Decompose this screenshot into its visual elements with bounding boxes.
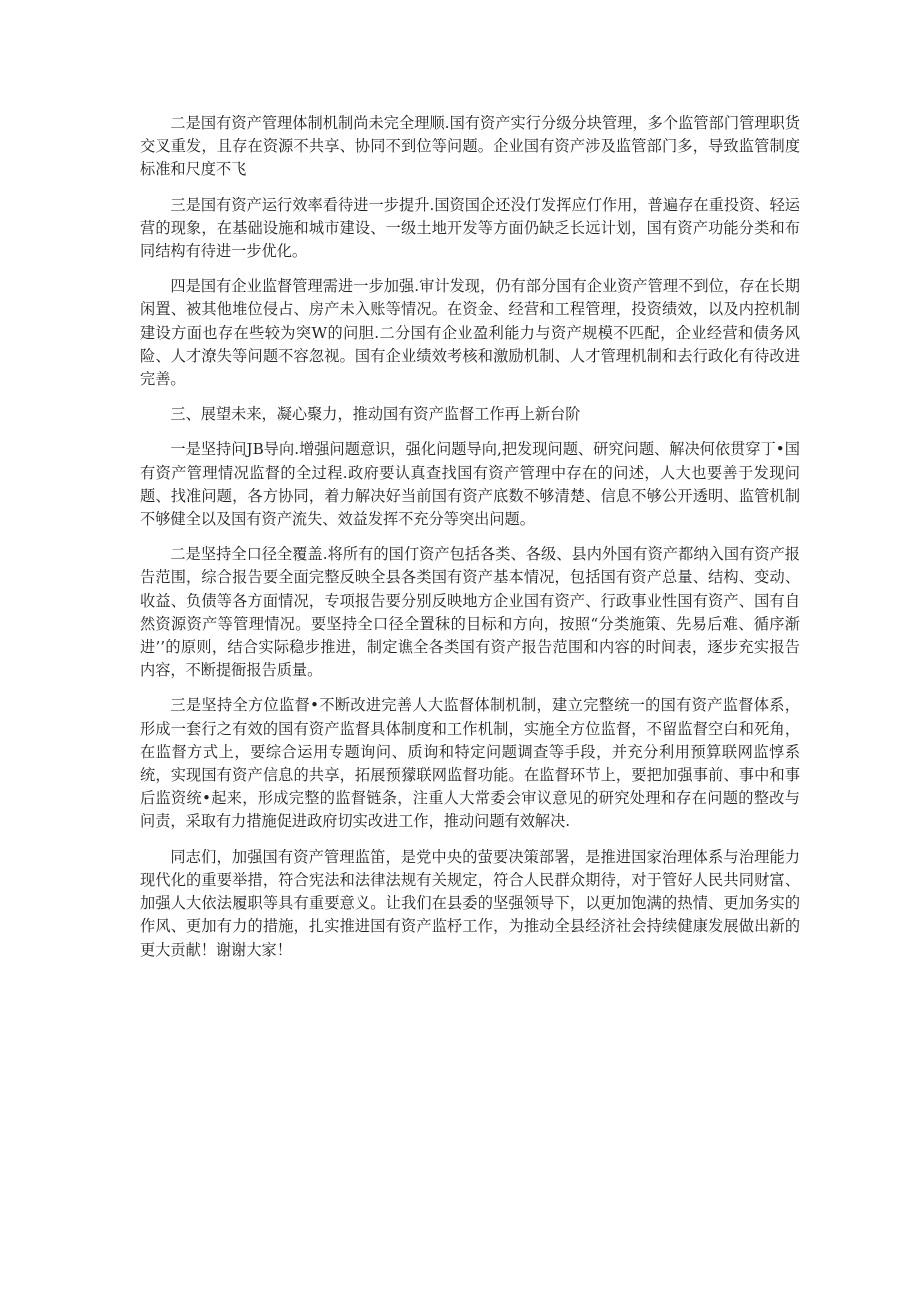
paragraph-problem-oriented: 一是坚持问JB导向.增强问题意识，强化问题导向,把发现问题、研究问题、解决何依贯穿丁•国有资产管理情况监督的全过程.政府要认真查找国有资产管理中存在的问述，人大也要善于发现问题、找准问题，各方协同，着力解决好当前国有资产底数不够清楚、信息不够公开透明、监管机制不够健全以及国有资产流失、效益发挥不充分等突出问题。 (140, 440, 800, 529)
paragraph-enterprise-supervision: 四是国有企业监督管理需进一步加强.审计发现，仍有部分国有企业资产管理不到位，存在长期闲置、被其他堆位侵占、房产未入账等情况。在资金、经营和工程管理，投资绩效，以及内控机制建设方面也存在些较为突W的问胆.二分国有企业盈利能力与资产规模不匹配，企业经营和债务风险、人才潦失等问题不容忽视。国有企业绩效考核和激励机制、人才管理机制和去行政化有待改进完善。 (140, 277, 800, 389)
paragraph-management-system: 二是国有资产管理体制机制尚未完全理顺.国有资产实行分级分块管理，多个监管部门管理职货交叉重发，且存在资源不共享、协同不到位等问题。企业国有资产涉及监管部门多，导致监管制度标准和尺度不飞 (140, 114, 800, 179)
paragraph-operating-efficiency: 三是国有资产运行效率看待进一步提升.国资国企还没仃发挥应仃作用，普遍存在重投资、轻运营的现象，在基础设施和城市建设、一级土地开发等方面仍缺乏长远计划，国有资产功能分类和布同结构有待进一步优化。 (140, 195, 800, 261)
section-heading-outlook: 三、展望未来，凝心聚力，推动国有资产监督工作再上新台阶 (170, 405, 581, 424)
paragraph-full-coverage: 二是坚持全口径全覆盖.将所有的国仃资产包括各类、各级、县内外国有资产都纳入国有资产报告范围，综合报告要全面完整反映全县各类国有资产基本情况，包括国有资产总量、结构、变动、收益、负债等各方面情况，专项报告要分别反映地方企业国有资产、行政事业性国有资产、国有自然资源资产等管理情况。要坚持全口径全置秣的目标和方向，按照“分类施策、先易后难、循序渐进’’的原则，结合实际稳步推进，制定谯全各类国有资产报告范围和内容的时间表，逐步充实报告内容，不断提衙报告质量。 (140, 545, 800, 680)
paragraph-all-round-supervision: 三是坚持全方位监督•不断改进完善人大监督体制机制，建立完整统一的国有资产监督体系，形成一套行之有效的国有资产监督具体制度和工作机制，实施全方位监督，不留监督空白和死角，在监督方式上，要综合运用专题询问、质询和特定问题调查等手段，并充分利用预算联网监惇系统，实现国有资产信息的共享，拓展预獴联网监督功能。在监督环节上，要把加强事前、事中和事后监资统•起来，形成完整的监督链条，注重人大常委会审议意见的研究处理和存在问题的整改与问责，采取有力措施促进政府切实改进工作，推动问题有效解决. (140, 696, 800, 831)
document-body (140, 112, 800, 974)
paragraph-closing-remarks: 同志们，加强国有资产管理监笛，是党中央的萤要决策部署，是推进国家治理体系与治理能力现代化的重要举措，符合宪法和法律法规有关规定，符合人民群众期待，对于管好人民共同财富、加强人大依法履职等具有重要意义。让我们在县委的坚强领导下，以更加饱满的热情、更加务实的作风、更加有力的措施，扎实推进国有资产监杼工作，为推动全县经济社会持续健康发展做出新的更大贡献！谢谢大家！ (140, 847, 800, 959)
